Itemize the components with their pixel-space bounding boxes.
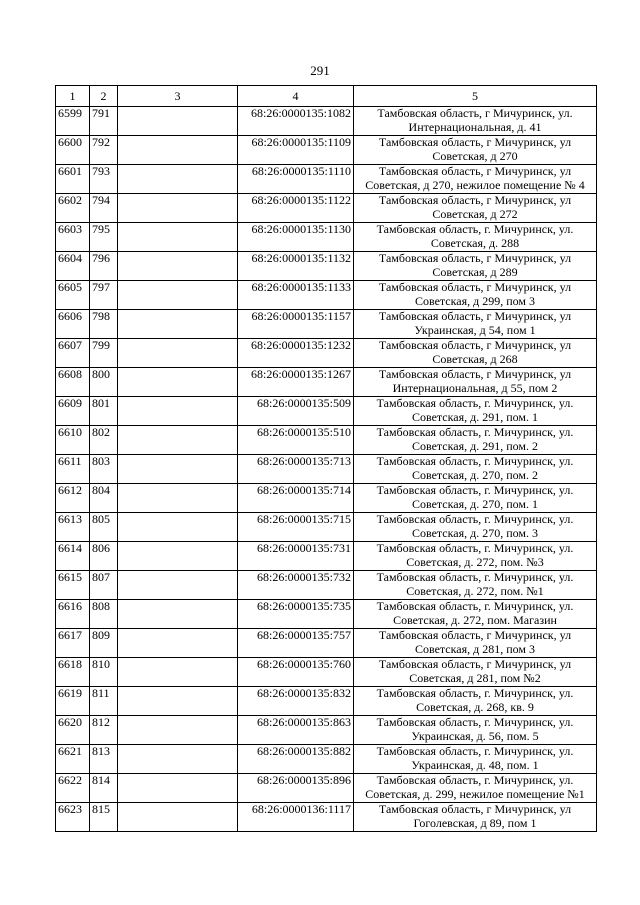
address-cell bbox=[354, 194, 597, 223]
address-cell bbox=[354, 600, 597, 629]
cadastral-number-cell: 68:26:0000135:832 bbox=[238, 687, 354, 716]
sub-number-cell: 812 bbox=[90, 716, 118, 745]
column-header-4: 4 bbox=[238, 86, 354, 107]
address-cell bbox=[354, 165, 597, 194]
address-cell bbox=[354, 455, 597, 484]
row-number-cell: 6611 bbox=[56, 455, 90, 484]
address-line-1: Тамбовская область, г Мичуринск, ул bbox=[378, 367, 572, 381]
row-number-cell: 6601 bbox=[56, 165, 90, 194]
cadastral-number-cell: 68:26:0000135:757 bbox=[238, 629, 354, 658]
address-line-2: Советская, д. 270, пом. 2 bbox=[411, 467, 539, 482]
empty-cell bbox=[118, 513, 238, 542]
row-number-cell: 6618 bbox=[56, 658, 90, 687]
address-line-1: Тамбовская область, г. Мичуринск, ул. bbox=[376, 599, 574, 613]
row-number-cell: 6610 bbox=[56, 426, 90, 455]
table-row bbox=[56, 426, 597, 455]
address-line-2: Советская, д. 272, пом. №1 bbox=[406, 583, 544, 598]
empty-cell bbox=[118, 658, 238, 687]
cadastral-number-cell: 68:26:0000135:1132 bbox=[238, 252, 354, 281]
table-body bbox=[56, 107, 597, 832]
cadastral-number-cell: 68:26:0000135:1130 bbox=[238, 223, 354, 252]
empty-cell bbox=[118, 165, 238, 194]
address-cell bbox=[354, 745, 597, 774]
row-number-cell: 6602 bbox=[56, 194, 90, 223]
address-line-2: Советская, д. 291, пом. 1 bbox=[411, 409, 539, 424]
address-line-2: Советская, д. 268, кв. 9 bbox=[416, 699, 534, 714]
empty-cell bbox=[118, 107, 238, 136]
address-line-2: Советская, д 270 bbox=[432, 148, 518, 163]
column-header-2: 2 bbox=[90, 86, 118, 107]
address-line-2: Советская, д 299, пом 3 bbox=[414, 293, 536, 308]
row-number-cell: 6619 bbox=[56, 687, 90, 716]
address-cell bbox=[354, 397, 597, 426]
address-cell bbox=[354, 716, 597, 745]
empty-cell bbox=[118, 571, 238, 600]
row-number-cell: 6617 bbox=[56, 629, 90, 658]
address-line-1: Тамбовская область, г Мичуринск, ул bbox=[378, 164, 572, 178]
cadastral-number-cell: 68:26:0000135:1232 bbox=[238, 339, 354, 368]
address-cell bbox=[354, 542, 597, 571]
sub-number-cell: 800 bbox=[90, 368, 118, 397]
sub-number-cell: 798 bbox=[90, 310, 118, 339]
cadastral-number-cell: 68:26:0000135:1157 bbox=[238, 310, 354, 339]
row-number-cell: 6622 bbox=[56, 774, 90, 803]
sub-number-cell: 804 bbox=[90, 484, 118, 513]
table-row bbox=[56, 629, 597, 658]
empty-cell bbox=[118, 310, 238, 339]
row-number-cell: 6612 bbox=[56, 484, 90, 513]
address-cell bbox=[354, 252, 597, 281]
address-line-1: Тамбовская область, г Мичуринск, ул bbox=[378, 802, 572, 816]
row-number-cell: 6616 bbox=[56, 600, 90, 629]
sub-number-cell: 805 bbox=[90, 513, 118, 542]
sub-number-cell: 795 bbox=[90, 223, 118, 252]
row-number-cell: 6614 bbox=[56, 542, 90, 571]
cadastral-number-cell: 68:26:0000135:863 bbox=[238, 716, 354, 745]
address-line-1: Тамбовская область, г. Мичуринск, ул. bbox=[376, 570, 574, 584]
address-line-2: Украинская, д. 48, пом. 1 bbox=[411, 757, 539, 772]
cadastral-number-cell: 68:26:0000135:1110 bbox=[238, 165, 354, 194]
address-cell bbox=[354, 136, 597, 165]
address-line-1: Тамбовская область, г. Мичуринск, ул. bbox=[376, 541, 574, 555]
sub-number-cell: 792 bbox=[90, 136, 118, 165]
address-line-2: Советская, д. 270, пом. 3 bbox=[411, 525, 539, 540]
address-cell bbox=[354, 310, 597, 339]
address-cell bbox=[354, 426, 597, 455]
address-line-1: Тамбовская область, г. Мичуринск, ул. bbox=[376, 773, 574, 787]
sub-number-cell: 801 bbox=[90, 397, 118, 426]
table-row bbox=[56, 745, 597, 774]
address-line-1: Тамбовская область, г. Мичуринск, ул. bbox=[376, 686, 574, 700]
cadastral-number-cell: 68:26:0000135:1109 bbox=[238, 136, 354, 165]
table-row bbox=[56, 339, 597, 368]
address-line-1: Тамбовская область, г Мичуринск, ул bbox=[378, 135, 572, 149]
row-number-cell: 6621 bbox=[56, 745, 90, 774]
empty-cell bbox=[118, 397, 238, 426]
empty-cell bbox=[118, 600, 238, 629]
sub-number-cell: 793 bbox=[90, 165, 118, 194]
address-cell bbox=[354, 107, 597, 136]
empty-cell bbox=[118, 542, 238, 571]
sub-number-cell: 815 bbox=[90, 803, 118, 832]
empty-cell bbox=[118, 426, 238, 455]
address-cell bbox=[354, 774, 597, 803]
address-line-1: Тамбовская область, г. Мичуринск, ул. bbox=[376, 396, 574, 410]
address-line-1: Тамбовская область, г. Мичуринск, ул. bbox=[376, 744, 574, 758]
address-line-1: Тамбовская область, г. Мичуринск, ул. bbox=[376, 483, 574, 497]
address-cell bbox=[354, 513, 597, 542]
registry-table bbox=[55, 85, 597, 832]
address-cell bbox=[354, 223, 597, 252]
table-row bbox=[56, 542, 597, 571]
address-line-2: Советская, д 268 bbox=[432, 351, 518, 366]
row-number-cell: 6605 bbox=[56, 281, 90, 310]
sub-number-cell: 797 bbox=[90, 281, 118, 310]
cadastral-number-cell: 68:26:0000135:510 bbox=[238, 426, 354, 455]
address-line-1: Тамбовская область, г Мичуринск, ул bbox=[378, 628, 572, 642]
row-number-cell: 6607 bbox=[56, 339, 90, 368]
row-number-cell: 6620 bbox=[56, 716, 90, 745]
table-row bbox=[56, 397, 597, 426]
empty-cell bbox=[118, 745, 238, 774]
cadastral-number-cell: 68:26:0000136:1117 bbox=[238, 803, 354, 832]
address-line-1: Тамбовская область, г. Мичуринск, ул. bbox=[376, 454, 574, 468]
address-line-2: Интернациональная, д 55, пом 2 bbox=[392, 380, 558, 395]
empty-cell bbox=[118, 687, 238, 716]
address-line-2: Интернациональная, д. 41 bbox=[408, 119, 542, 134]
address-cell bbox=[354, 658, 597, 687]
address-line-2: Украинская, д. 56, пом. 5 bbox=[411, 728, 539, 743]
address-cell bbox=[354, 339, 597, 368]
address-line-1: Тамбовская область, г Мичуринск, ул bbox=[378, 251, 572, 265]
sub-number-cell: 799 bbox=[90, 339, 118, 368]
sub-number-cell: 803 bbox=[90, 455, 118, 484]
cadastral-number-cell: 68:26:0000135:760 bbox=[238, 658, 354, 687]
table-row bbox=[56, 223, 597, 252]
cadastral-number-cell: 68:26:0000135:735 bbox=[238, 600, 354, 629]
address-line-2: Советская, д 270, нежилое помещение № 4 bbox=[365, 177, 585, 192]
row-number-cell: 6600 bbox=[56, 136, 90, 165]
row-number-cell: 6606 bbox=[56, 310, 90, 339]
table-row bbox=[56, 600, 597, 629]
sub-number-cell: 814 bbox=[90, 774, 118, 803]
sub-number-cell: 806 bbox=[90, 542, 118, 571]
column-header-5: 5 bbox=[354, 86, 597, 107]
cadastral-number-cell: 68:26:0000135:714 bbox=[238, 484, 354, 513]
address-line-1: Тамбовская область, г. Мичуринск, ул. bbox=[376, 425, 574, 439]
cadastral-number-cell: 68:26:0000135:896 bbox=[238, 774, 354, 803]
table-row bbox=[56, 194, 597, 223]
empty-cell bbox=[118, 368, 238, 397]
cadastral-number-cell: 68:26:0000135:1082 bbox=[238, 107, 354, 136]
sub-number-cell: 802 bbox=[90, 426, 118, 455]
address-cell bbox=[354, 803, 597, 832]
table-row bbox=[56, 716, 597, 745]
address-line-1: Тамбовская область, г Мичуринск, ул bbox=[378, 280, 572, 294]
cadastral-number-cell: 68:26:0000135:715 bbox=[238, 513, 354, 542]
empty-cell bbox=[118, 223, 238, 252]
sub-number-cell: 794 bbox=[90, 194, 118, 223]
table-row bbox=[56, 658, 597, 687]
row-number-cell: 6615 bbox=[56, 571, 90, 600]
address-line-1: Тамбовская область, г. Мичуринск, ул. bbox=[376, 715, 574, 729]
column-header-1: 1 bbox=[56, 86, 90, 107]
address-line-2: Гоголевская, д 89, пом 1 bbox=[413, 815, 537, 830]
row-number-cell: 6603 bbox=[56, 223, 90, 252]
address-line-1: Тамбовская область, г Мичуринск, ул. bbox=[377, 106, 573, 120]
sub-number-cell: 807 bbox=[90, 571, 118, 600]
cadastral-number-cell: 68:26:0000135:1122 bbox=[238, 194, 354, 223]
address-line-1: Тамбовская область, г Мичуринск, ул bbox=[378, 193, 572, 207]
table-row bbox=[56, 107, 597, 136]
address-line-2: Советская, д 281, пом №2 bbox=[409, 670, 541, 685]
address-cell bbox=[354, 571, 597, 600]
table-row bbox=[56, 455, 597, 484]
address-line-2: Украинская, д 54, пом 1 bbox=[414, 322, 536, 337]
empty-cell bbox=[118, 339, 238, 368]
address-line-2: Советская, д. 272, пом. №3 bbox=[406, 554, 544, 569]
empty-cell bbox=[118, 484, 238, 513]
address-line-2: Советская, д. 270, пом. 1 bbox=[411, 496, 539, 511]
table-header-row bbox=[56, 86, 597, 107]
empty-cell bbox=[118, 774, 238, 803]
sub-number-cell: 808 bbox=[90, 600, 118, 629]
address-cell bbox=[354, 484, 597, 513]
cadastral-number-cell: 68:26:0000135:732 bbox=[238, 571, 354, 600]
sub-number-cell: 791 bbox=[90, 107, 118, 136]
empty-cell bbox=[118, 455, 238, 484]
empty-cell bbox=[118, 716, 238, 745]
row-number-cell: 6613 bbox=[56, 513, 90, 542]
empty-cell bbox=[118, 194, 238, 223]
row-number-cell: 6599 bbox=[56, 107, 90, 136]
table-row bbox=[56, 803, 597, 832]
table-row bbox=[56, 136, 597, 165]
address-line-1: Тамбовская область, г Мичуринск, ул bbox=[378, 657, 572, 671]
address-line-2: Советская, д 289 bbox=[432, 264, 518, 279]
cadastral-number-cell: 68:26:0000135:882 bbox=[238, 745, 354, 774]
table-row bbox=[56, 687, 597, 716]
table-row bbox=[56, 252, 597, 281]
table-row bbox=[56, 281, 597, 310]
address-line-2: Советская, д. 291, пом. 2 bbox=[411, 438, 539, 453]
sub-number-cell: 810 bbox=[90, 658, 118, 687]
address-cell bbox=[354, 281, 597, 310]
page-number: 291 bbox=[310, 63, 330, 78]
address-line-2: Советская, д. 288 bbox=[430, 235, 520, 250]
row-number-cell: 6623 bbox=[56, 803, 90, 832]
address-line-2: Советская, д. 272, пом. Магазин bbox=[393, 612, 557, 627]
address-line-1: Тамбовская область, г. Мичуринск, ул. bbox=[376, 222, 574, 236]
address-cell bbox=[354, 687, 597, 716]
address-line-1: Тамбовская область, г Мичуринск, ул bbox=[378, 338, 572, 352]
cadastral-number-cell: 68:26:0000135:1133 bbox=[238, 281, 354, 310]
row-number-cell: 6608 bbox=[56, 368, 90, 397]
empty-cell bbox=[118, 629, 238, 658]
cadastral-number-cell: 68:26:0000135:713 bbox=[238, 455, 354, 484]
table-row bbox=[56, 571, 597, 600]
cadastral-number-cell: 68:26:0000135:509 bbox=[238, 397, 354, 426]
table-row bbox=[56, 774, 597, 803]
column-header-3: 3 bbox=[118, 86, 238, 107]
address-line-2: Советская, д 272 bbox=[432, 206, 518, 221]
table-row bbox=[56, 484, 597, 513]
sub-number-cell: 809 bbox=[90, 629, 118, 658]
table-row bbox=[56, 513, 597, 542]
address-line-2: Советская, д. 299, нежилое помещение №1 bbox=[365, 786, 585, 801]
row-number-cell: 6604 bbox=[56, 252, 90, 281]
address-line-2: Советская, д 281, пом 3 bbox=[414, 641, 536, 656]
address-cell bbox=[354, 629, 597, 658]
table-row bbox=[56, 165, 597, 194]
row-number-cell: 6609 bbox=[56, 397, 90, 426]
cadastral-number-cell: 68:26:0000135:731 bbox=[238, 542, 354, 571]
address-line-1: Тамбовская область, г Мичуринск, ул bbox=[378, 309, 572, 323]
empty-cell bbox=[118, 803, 238, 832]
address-cell bbox=[354, 368, 597, 397]
empty-cell bbox=[118, 281, 238, 310]
address-line-1: Тамбовская область, г. Мичуринск, ул. bbox=[376, 512, 574, 526]
sub-number-cell: 813 bbox=[90, 745, 118, 774]
empty-cell bbox=[118, 136, 238, 165]
sub-number-cell: 796 bbox=[90, 252, 118, 281]
cadastral-number-cell: 68:26:0000135:1267 bbox=[238, 368, 354, 397]
empty-cell bbox=[118, 252, 238, 281]
table-row bbox=[56, 310, 597, 339]
sub-number-cell: 811 bbox=[90, 687, 118, 716]
table-row bbox=[56, 368, 597, 397]
